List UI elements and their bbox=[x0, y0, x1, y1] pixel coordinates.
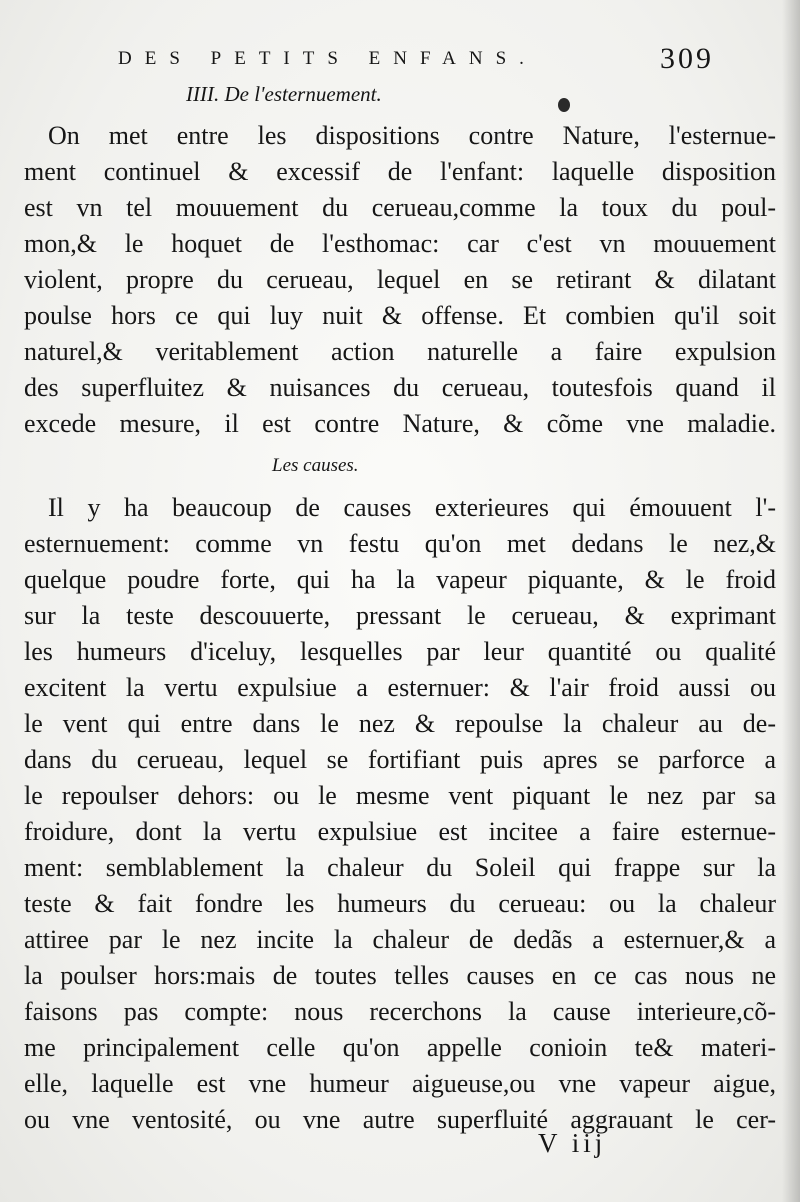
signature-mark: V iij bbox=[538, 1128, 607, 1158]
text-line: sur la teste descouuerte, pressant le cerueau, & exprimant bbox=[24, 601, 776, 630]
page-edge-shadow bbox=[782, 0, 800, 1202]
text-line: des superfluitez & nuisances du cerueau, toutesfois quand il bbox=[24, 373, 776, 402]
text-line: naturel,& veritablement action naturelle a faire expulsion bbox=[24, 337, 776, 366]
text-line: esternuement: comme vn festu qu'on met dedans le nez,& bbox=[24, 529, 776, 558]
text-line: froidure, dont la vertu expulsiue est incitee a faire esternue- bbox=[24, 817, 776, 846]
text-line: excede mesure, il est contre Nature, & cõme vne maladie. bbox=[24, 409, 776, 438]
text-line: quelque poudre forte, qui ha la vapeur piquante, & le froid bbox=[24, 565, 776, 594]
text-line: Il y ha beaucoup de causes exterieures qui émouuent l'- bbox=[48, 493, 776, 522]
text-line: ment: semblablement la chaleur du Soleil qui frappe sur la bbox=[24, 853, 776, 882]
text-line: violent, propre du cerueau, lequel en se retirant & dilatant bbox=[24, 265, 776, 294]
text-line: est vn tel mouuement du cerueau,comme la toux du poul- bbox=[24, 193, 776, 222]
text-line: ou vne ventosité, ou vne autre superfluité aggrauant le cer- bbox=[24, 1105, 776, 1134]
running-head: DES PETITS ENFANS. bbox=[118, 48, 537, 69]
page-number: 309 bbox=[660, 42, 714, 75]
text-line: ment continuel & excessif de l'enfant: laquelle disposition bbox=[24, 157, 776, 186]
page-header bbox=[0, 40, 800, 80]
text-line: le repoulser dehors: ou le mesme vent piquant le nez par sa bbox=[24, 781, 776, 810]
section-title: IIII. De l'esternuement. bbox=[186, 82, 382, 106]
text-line: teste & fait fondre les humeurs du cerueau: ou la chaleur bbox=[24, 889, 776, 918]
ink-blot bbox=[558, 98, 570, 112]
text-line: me principalement celle qu'on appelle conioin te& materi- bbox=[24, 1033, 776, 1062]
text-line: la poulser hors:mais de toutes telles causes en ce cas nous ne bbox=[24, 961, 776, 990]
text-line: On met entre les dispositions contre Nature, l'esternue- bbox=[48, 121, 776, 150]
text-line: attiree par le nez incite la chaleur de dedãs a esternuer,& a bbox=[24, 925, 776, 954]
text-line: le vent qui entre dans le nez & repoulse la chaleur au de- bbox=[24, 709, 776, 738]
subheading: Les causes. bbox=[272, 455, 359, 476]
text-line: excitent la vertu expulsiue a esternuer: & l'air froid aussi ou bbox=[24, 673, 776, 702]
text-line: mon,& le hoquet de l'esthomac: car c'est vn mouuement bbox=[24, 229, 776, 258]
text-line: poulse hors ce qui luy nuit & offense. Et combien qu'il soit bbox=[24, 301, 776, 330]
text-line: elle, laquelle est vne humeur aigueuse,ou vne vapeur aigue, bbox=[24, 1069, 776, 1098]
text-line: les humeurs d'iceluy, lesquelles par leur quantité ou qualité bbox=[24, 637, 776, 666]
text-line: dans du cerueau, lequel se fortifiant puis apres se parforce a bbox=[24, 745, 776, 774]
text-line: faisons pas compte: nous recerchons la cause interieure,cõ- bbox=[24, 997, 776, 1026]
